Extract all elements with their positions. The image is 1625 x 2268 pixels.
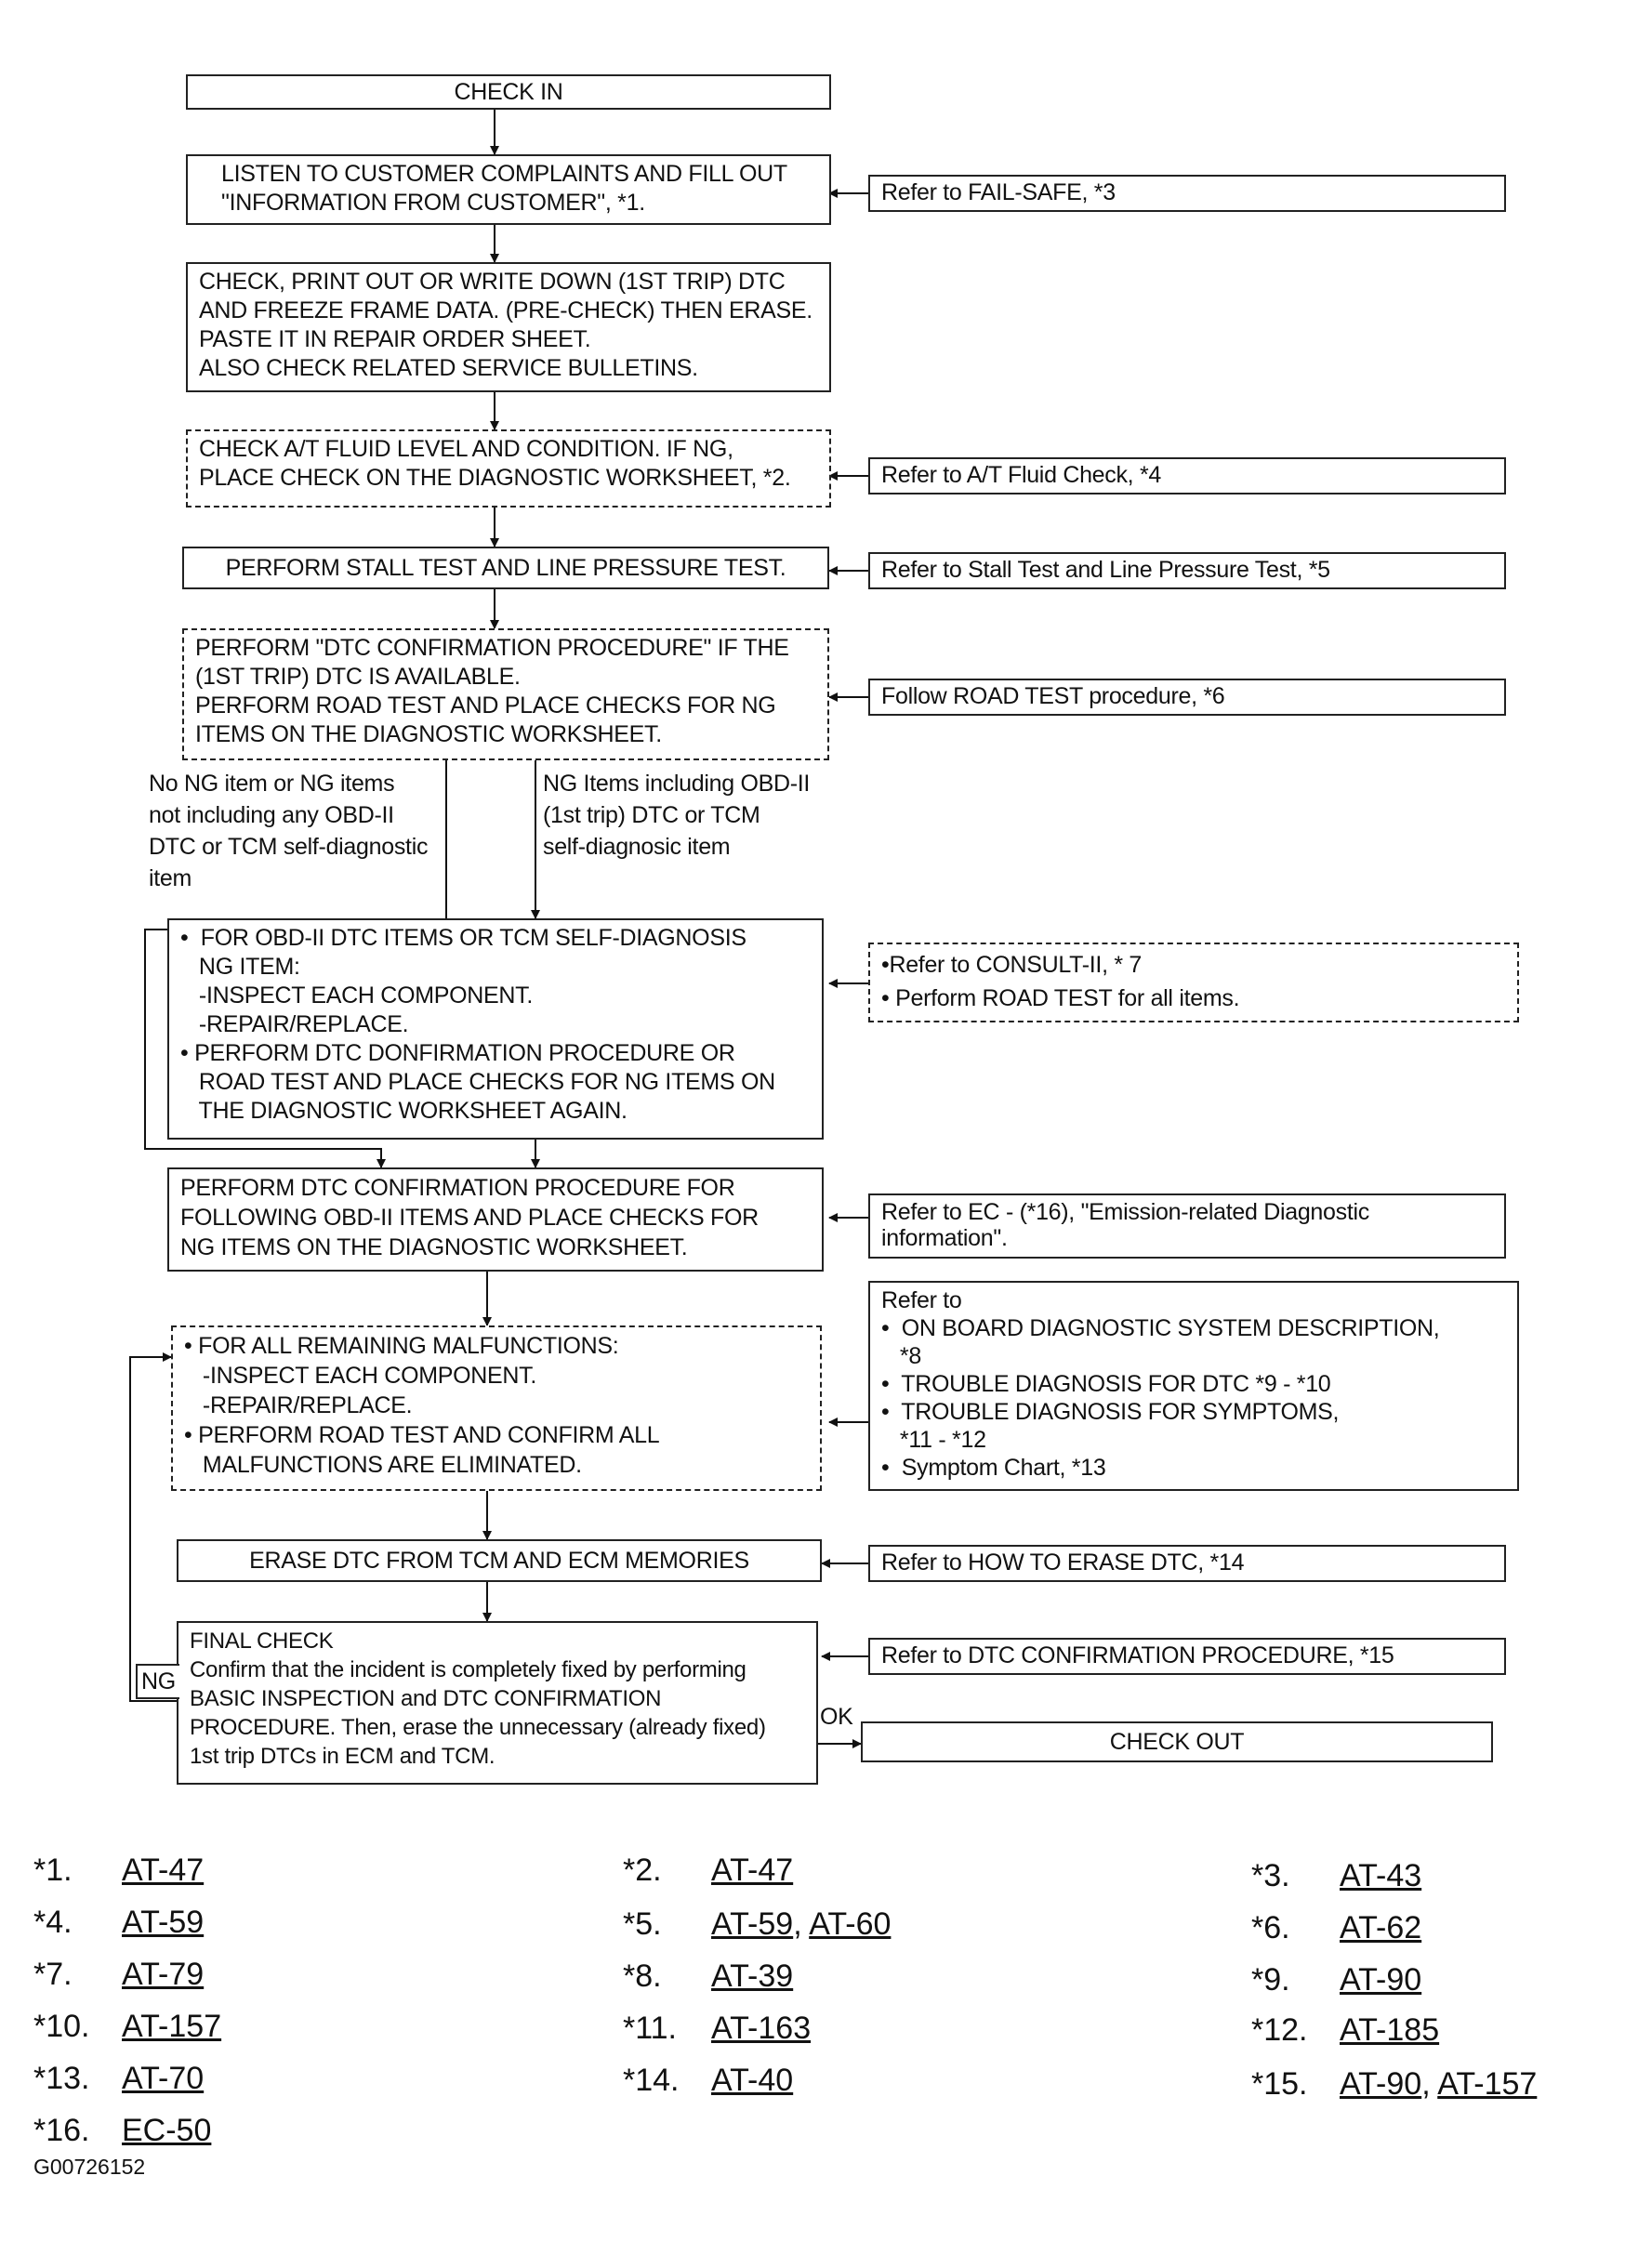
ref-diag-line: *8 bbox=[881, 1343, 921, 1369]
branch-ng-label bbox=[543, 768, 810, 863]
footnote: *5. AT-59, AT-60 bbox=[623, 1906, 892, 1942]
ref-diag-line: • ON BOARD DIAGNOSTIC SYSTEM DESCRIPTION, bbox=[881, 1315, 1440, 1341]
ref-road-test-box bbox=[868, 679, 1506, 716]
ref-consult-line: •Refer to CONSULT-II, * 7 bbox=[881, 952, 1143, 978]
check-dtc-line: CHECK, PRINT OUT OR WRITE DOWN (1ST TRIP) DTC bbox=[199, 269, 786, 295]
footnote-link[interactable]: AT-163 bbox=[711, 2011, 812, 2046]
listen-line: LISTEN TO CUSTOMER COMPLAINTS AND FILL OUT bbox=[221, 161, 787, 187]
footnote-number: *7. bbox=[33, 1957, 73, 1992]
footnote: *15. AT-90, AT-157 bbox=[1251, 2066, 1538, 2102]
dtc-confirmation-box bbox=[182, 628, 829, 760]
ref-consult-line: • Perform ROAD TEST for all items. bbox=[881, 985, 1240, 1011]
footnote-link[interactable]: AT-47 bbox=[711, 1853, 794, 1888]
listen-complaints-box bbox=[186, 154, 831, 225]
final-check-line: PROCEDURE. Then, erase the unnecessary (already fixed) bbox=[190, 1715, 766, 1740]
footnote-number: *14. bbox=[623, 2063, 680, 2098]
footnote-link[interactable]: AT-185 bbox=[1340, 2012, 1440, 2048]
stall-test-label: PERFORM STALL TEST AND LINE PRESSURE TEST. bbox=[225, 554, 786, 581]
obd-line: -REPAIR/REPLACE. bbox=[180, 1011, 409, 1037]
remaining-malfunctions-box bbox=[171, 1325, 822, 1491]
footnote-link[interactable]: AT-43 bbox=[1340, 1858, 1422, 1893]
branch-left-line: No NG item or NG items bbox=[149, 771, 395, 797]
ref-consult-box bbox=[868, 943, 1519, 1022]
ng-label: NG bbox=[136, 1664, 179, 1699]
footnote-link[interactable]: AT-39 bbox=[711, 1958, 794, 1994]
footnote-link[interactable]: AT-59 bbox=[122, 1905, 205, 1940]
ref-fluid-check-text: Refer to A/T Fluid Check, *4 bbox=[881, 462, 1161, 488]
check-dtc-line: ALSO CHECK RELATED SERVICE BULLETINS. bbox=[199, 355, 698, 381]
ref-erase-dtc-box bbox=[868, 1545, 1506, 1582]
footnote bbox=[623, 2062, 793, 2099]
dtc-confirm-line: PERFORM "DTC CONFIRMATION PROCEDURE" IF THE bbox=[195, 635, 789, 661]
footnote-link[interactable]: AT-79 bbox=[122, 1957, 205, 1992]
footnote-number: *15. bbox=[1251, 2066, 1308, 2102]
ref-ec-box bbox=[868, 1193, 1506, 1259]
ref-road-test-text: Follow ROAD TEST procedure, *6 bbox=[881, 683, 1225, 709]
check-out-label: CHECK OUT bbox=[1109, 1728, 1245, 1755]
footnote-number: *3. bbox=[1251, 1858, 1290, 1893]
final-check-line: 1st trip DTCs in ECM and TCM. bbox=[190, 1744, 495, 1769]
footnote-number: *10. bbox=[33, 2009, 90, 2044]
branch-left-line: not including any OBD-II bbox=[149, 802, 394, 828]
remaining-line: • FOR ALL REMAINING MALFUNCTIONS: bbox=[184, 1333, 619, 1359]
footnote-number: *2. bbox=[623, 1853, 662, 1888]
ref-diagnostics-box bbox=[868, 1281, 1519, 1491]
footnote-number: *13. bbox=[33, 2061, 90, 2096]
branch-left-line: item bbox=[149, 865, 192, 891]
erase-dtc-label: ERASE DTC FROM TCM AND ECM MEMORIES bbox=[249, 1547, 749, 1574]
footnote-link[interactable]: AT-60 bbox=[809, 1906, 892, 1942]
footnote-link[interactable]: AT-40 bbox=[711, 2063, 794, 2098]
check-in-box bbox=[186, 74, 831, 110]
check-dtc-line: AND FREEZE FRAME DATA. (PRE-CHECK) THEN ERASE. bbox=[199, 297, 812, 323]
final-check-line: FINAL CHECK bbox=[190, 1628, 334, 1654]
branch-right-line: (1st trip) DTC or TCM bbox=[543, 802, 760, 828]
final-check-line: Confirm that the incident is completely fixed by performing bbox=[190, 1657, 746, 1682]
ref-diag-line: Refer to bbox=[881, 1287, 962, 1313]
check-fluid-box bbox=[186, 429, 831, 508]
footnote bbox=[33, 1956, 204, 1993]
footnote-number: *8. bbox=[623, 1958, 662, 1994]
perform-obd-line: FOLLOWING OBD-II ITEMS AND PLACE CHECKS FOR bbox=[180, 1205, 759, 1231]
branch-right-line: self-diagnosic item bbox=[543, 834, 731, 860]
obd-line: THE DIAGNOSTIC WORKSHEET AGAIN. bbox=[180, 1098, 628, 1124]
footnote bbox=[33, 2060, 204, 2097]
ref-fail-safe-box bbox=[868, 175, 1506, 212]
obd-line: • FOR OBD-II DTC ITEMS OR TCM SELF-DIAGNOSIS bbox=[180, 925, 746, 951]
check-dtc-box bbox=[186, 262, 831, 392]
footnote-link[interactable]: AT-70 bbox=[122, 2061, 205, 2096]
figure-id: G00726152 bbox=[33, 2155, 146, 2179]
obd-line: ROAD TEST AND PLACE CHECKS FOR NG ITEMS ON bbox=[180, 1069, 775, 1095]
footnote-number: *12. bbox=[1251, 2012, 1308, 2048]
remaining-line: -INSPECT EACH COMPONENT. bbox=[184, 1363, 536, 1389]
check-out-box bbox=[861, 1721, 1493, 1762]
footnote-number: *1. bbox=[33, 1853, 73, 1888]
branch-no-ng-label bbox=[149, 768, 428, 894]
branch-right-line: NG Items including OBD-II bbox=[543, 771, 811, 797]
dtc-confirm-line: PERFORM ROAD TEST AND PLACE CHECKS FOR NG bbox=[195, 692, 776, 719]
footnote-link[interactable]: AT-59 bbox=[711, 1906, 794, 1942]
perform-obd-line: NG ITEMS ON THE DIAGNOSTIC WORKSHEET. bbox=[180, 1234, 688, 1260]
footnote bbox=[1251, 2011, 1439, 2049]
ref-diag-line: *11 - *12 bbox=[881, 1427, 986, 1453]
remaining-line: -REPAIR/REPLACE. bbox=[184, 1392, 413, 1418]
footnote bbox=[33, 1852, 204, 1889]
check-dtc-line: PASTE IT IN REPAIR ORDER SHEET. bbox=[199, 326, 591, 352]
footnote-number: *9. bbox=[1251, 1962, 1290, 1998]
footnote bbox=[1251, 1857, 1421, 1894]
ref-ec-line: Refer to EC - (*16), "Emission-related Diagnostic bbox=[881, 1199, 1369, 1225]
footnote-link[interactable]: AT-157 bbox=[122, 2009, 222, 2044]
footnote bbox=[33, 2112, 211, 2149]
stall-test-box bbox=[182, 547, 829, 589]
footnote bbox=[623, 1852, 793, 1889]
listen-line: "INFORMATION FROM CUSTOMER", *1. bbox=[221, 190, 645, 216]
obd-line: • PERFORM DTC DONFIRMATION PROCEDURE OR bbox=[180, 1040, 735, 1066]
ok-label: OK bbox=[820, 1704, 853, 1730]
footnote bbox=[1251, 1909, 1421, 1946]
final-check-box bbox=[177, 1621, 818, 1785]
ref-diag-line: • TROUBLE DIAGNOSIS FOR SYMPTOMS, bbox=[881, 1399, 1340, 1425]
check-in-label: CHECK IN bbox=[454, 78, 563, 105]
final-check-line: BASIC INSPECTION and DTC CONFIRMATION bbox=[190, 1686, 662, 1711]
dtc-confirm-line: (1ST TRIP) DTC IS AVAILABLE. bbox=[195, 664, 521, 690]
perform-obd-box bbox=[167, 1167, 824, 1272]
ref-fail-safe-text: Refer to FAIL-SAFE, *3 bbox=[881, 179, 1116, 205]
footnote-number: *6. bbox=[1251, 1910, 1290, 1945]
check-fluid-line: CHECK A/T FLUID LEVEL AND CONDITION. IF NG, bbox=[199, 436, 733, 462]
check-fluid-line: PLACE CHECK ON THE DIAGNOSTIC WORKSHEET, *2. bbox=[199, 465, 791, 491]
footnote-number: *5. bbox=[623, 1906, 662, 1942]
ref-ec-line: information". bbox=[881, 1225, 1008, 1251]
ref-dtc-proc-text: Refer to DTC CONFIRMATION PROCEDURE, *15 bbox=[881, 1642, 1394, 1668]
obd-line: -INSPECT EACH COMPONENT. bbox=[180, 982, 533, 1009]
obd-line: NG ITEM: bbox=[180, 954, 300, 980]
footnote-number: *4. bbox=[33, 1905, 73, 1940]
ref-diag-line: • Symptom Chart, *13 bbox=[881, 1455, 1106, 1481]
footnote-number: *11. bbox=[623, 2011, 677, 2046]
dtc-confirm-line: ITEMS ON THE DIAGNOSTIC WORKSHEET. bbox=[195, 721, 662, 747]
ref-diag-line: • TROUBLE DIAGNOSIS FOR DTC *9 - *10 bbox=[881, 1371, 1331, 1397]
footnote-link[interactable]: AT-62 bbox=[1340, 1910, 1422, 1945]
ref-fluid-check-box bbox=[868, 457, 1506, 494]
footnote-number: *16. bbox=[33, 2113, 90, 2148]
ref-erase-dtc-text: Refer to HOW TO ERASE DTC, *14 bbox=[881, 1549, 1245, 1576]
remaining-line: MALFUNCTIONS ARE ELIMINATED. bbox=[184, 1452, 582, 1478]
obd-items-box bbox=[167, 918, 824, 1140]
footnote-link[interactable]: AT-90 bbox=[1340, 1962, 1422, 1998]
footnote-link[interactable]: AT-47 bbox=[122, 1853, 205, 1888]
footnote bbox=[33, 2008, 221, 2045]
ref-dtc-proc-box bbox=[868, 1638, 1506, 1675]
perform-obd-line: PERFORM DTC CONFIRMATION PROCEDURE FOR bbox=[180, 1175, 735, 1201]
erase-dtc-box bbox=[177, 1539, 822, 1582]
footnote-link[interactable]: AT-157 bbox=[1437, 2066, 1538, 2102]
ref-stall-text: Refer to Stall Test and Line Pressure Test, *5 bbox=[881, 557, 1330, 583]
footnote bbox=[623, 2010, 811, 2047]
branch-left-line: DTC or TCM self-diagnostic bbox=[149, 834, 429, 860]
ref-stall-box bbox=[868, 552, 1506, 589]
footnote-link[interactable]: EC-50 bbox=[122, 2113, 212, 2148]
footnote-link[interactable]: AT-90 bbox=[1340, 2066, 1422, 2102]
footnote bbox=[33, 1904, 204, 1941]
remaining-line: • PERFORM ROAD TEST AND CONFIRM ALL bbox=[184, 1422, 660, 1448]
footnote bbox=[1251, 1961, 1421, 1998]
footnote bbox=[623, 1958, 793, 1995]
